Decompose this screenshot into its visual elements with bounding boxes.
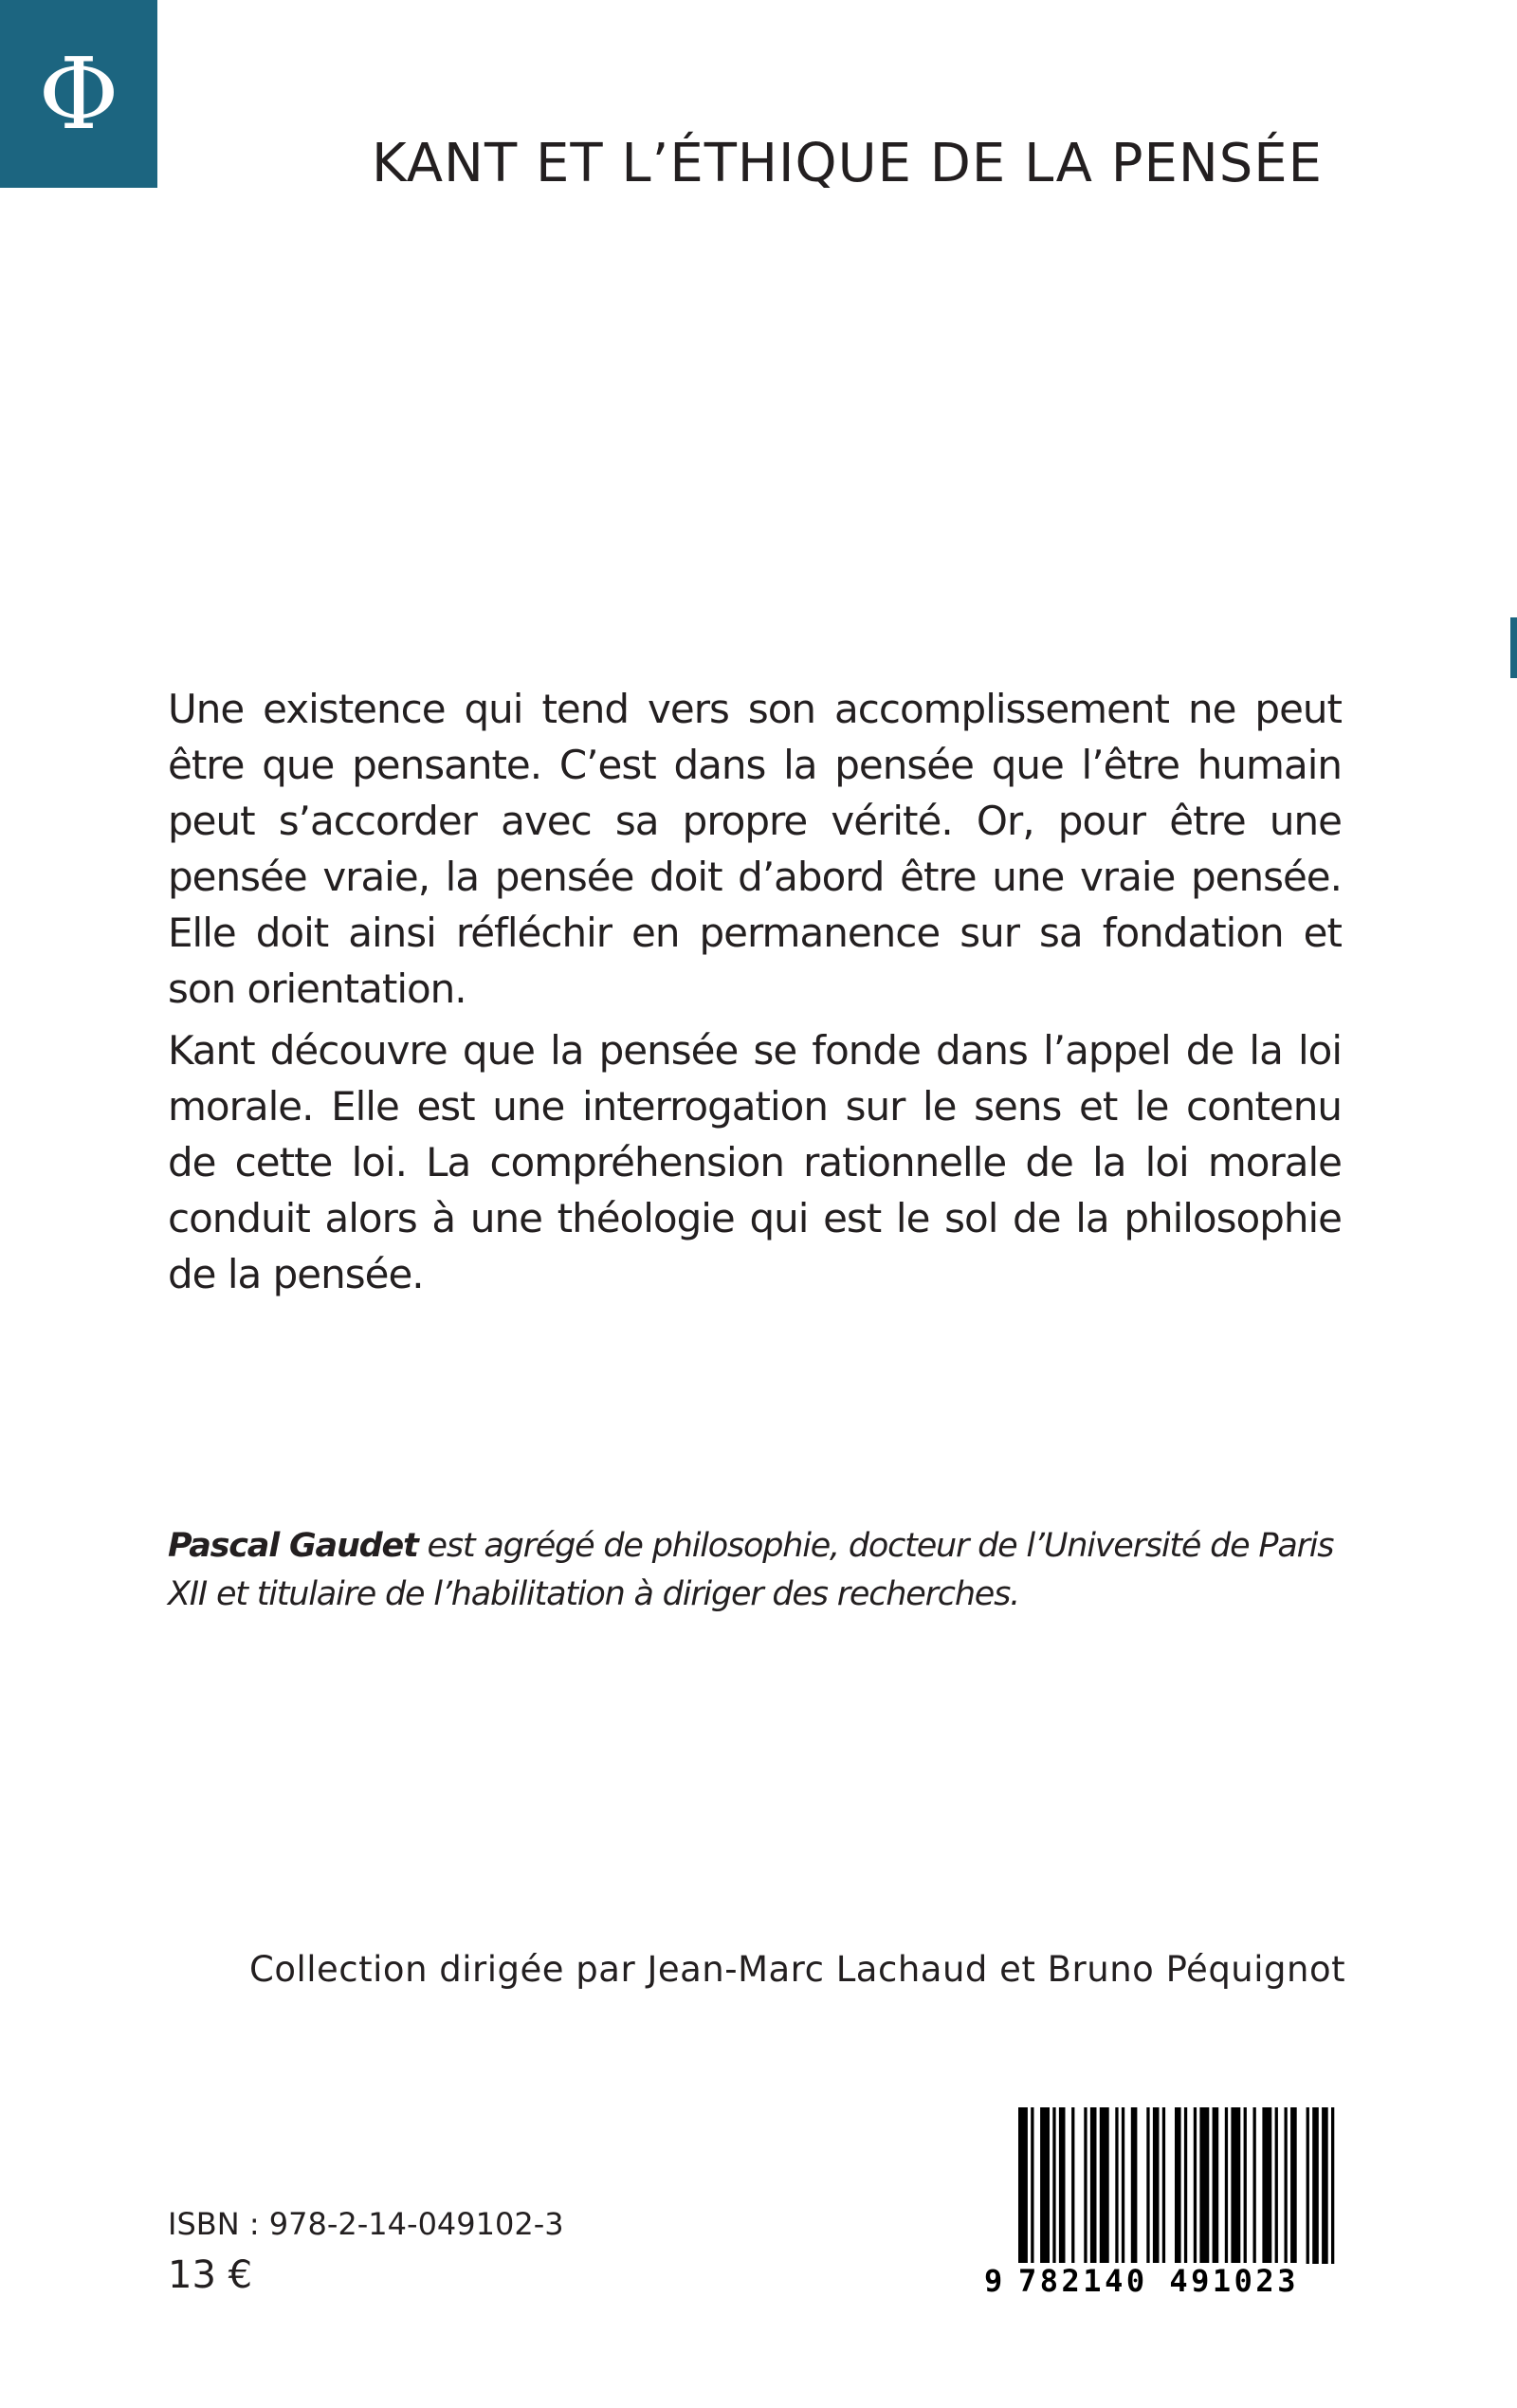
author-bio-text: est agrégé de philosophie, docteur de l’Université de Paris XII et titulaire de l’habilitation à diriger des recherches. <box>168 1527 1334 1613</box>
barcode-bar <box>1331 2107 1334 2264</box>
barcode-bar <box>1122 2107 1124 2264</box>
phi-logo-icon: Φ <box>38 36 119 152</box>
barcode-bar <box>1090 2107 1097 2264</box>
barcode-bar <box>1225 2107 1228 2264</box>
barcode-bar <box>1084 2107 1087 2264</box>
description-paragraph-2: Kant découvre que la pensée se fonde dans l’appel de la loi morale. Elle est une interrogation sur le sens et le contenu de cette loi. La compréhension rationnelle de la loi morale conduit alors à une théologie qui est le sol de la philosophie de la pensée. <box>168 1027 1342 1297</box>
barcode-bar <box>1194 2107 1197 2264</box>
barcode-bar <box>1290 2107 1297 2264</box>
barcode-bar <box>1071 2107 1074 2264</box>
book-title: KANT ET L’ÉTHIQUE DE LA PENSÉE <box>372 133 1324 194</box>
author-name: Pascal Gaudet <box>168 1527 418 1565</box>
barcode-lead-digit: 9 <box>984 2263 1003 2299</box>
isbn-label: ISBN : 978-2-14-049102-3 <box>168 2206 564 2242</box>
barcode-bar <box>1275 2107 1278 2264</box>
barcode-bar <box>1184 2107 1187 2264</box>
barcode-bar <box>1059 2107 1066 2264</box>
barcode-bar <box>1285 2107 1288 2264</box>
barcode-bar <box>1146 2107 1149 2264</box>
barcode-bar <box>1312 2107 1319 2264</box>
barcode-bar <box>1231 2107 1240 2264</box>
publisher-logo <box>0 0 157 188</box>
barcode-bar <box>1199 2107 1209 2264</box>
barcode-bar <box>1100 2107 1109 2264</box>
description-paragraph-1: Une existence qui tend vers son accomplissement ne peut être que pensante. C’est dans la pensée que l’être humain peut s’accorder avec sa propre vérité. Or, pour être une pensée vraie, la pensée doit d’abord être une vraie pensée. Elle doit ainsi réfléchir en permanence sur sa fondation et son orientation. <box>168 686 1342 1012</box>
spine-mark <box>1510 617 1517 678</box>
barcode-bar <box>1162 2107 1165 2264</box>
price-label: 13 € <box>168 2253 253 2297</box>
barcode-bar <box>1115 2107 1118 2264</box>
barcode-bar <box>1244 2107 1247 2264</box>
barcode-bar <box>1307 2107 1309 2264</box>
barcode-bar <box>1131 2107 1138 2264</box>
barcode-bar <box>1262 2107 1271 2264</box>
author-bio <box>168 1522 1348 1619</box>
barcode-bar <box>1153 2107 1160 2264</box>
barcode-bar <box>1322 2107 1328 2264</box>
barcode-digits: 782140 491023 <box>1018 2263 1299 2299</box>
barcode-bar <box>1040 2107 1050 2264</box>
barcode-bar <box>1253 2107 1256 2264</box>
collection-credit: Collection dirigée par Jean-Marc Lachaud et Bruno Péquignot <box>249 1949 1346 1990</box>
barcode-bar <box>1052 2107 1055 2264</box>
barcode-bar <box>1175 2107 1181 2264</box>
